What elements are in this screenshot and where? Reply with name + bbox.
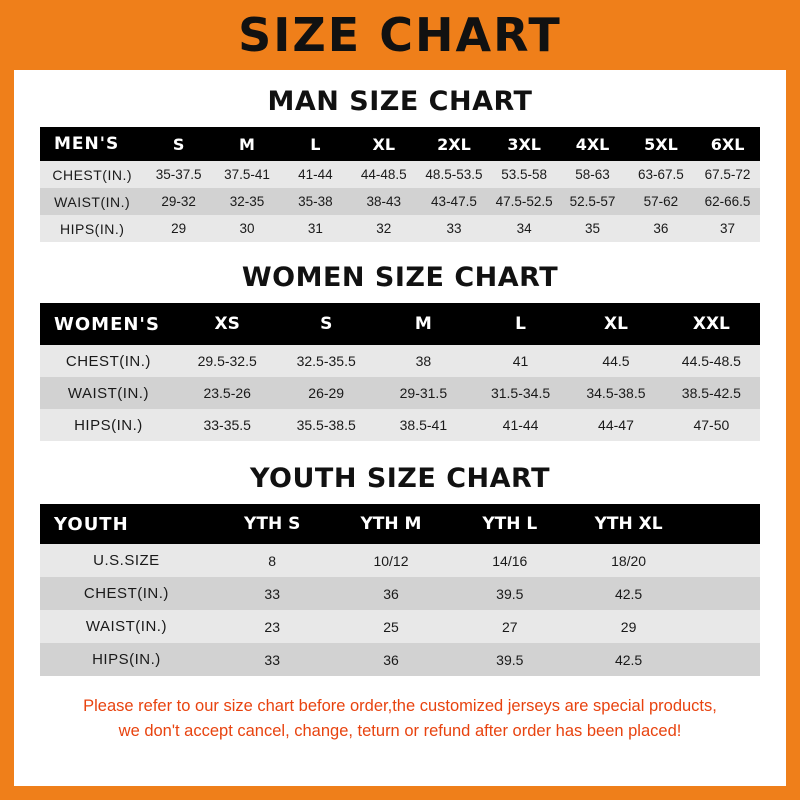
- table-cell: 32-35: [213, 188, 281, 215]
- youth-section-title: YOUTH SIZE CHART: [249, 463, 551, 494]
- table-header-row: [40, 127, 760, 161]
- table-cell: 67.5-72: [695, 161, 760, 188]
- table-row: [40, 544, 760, 577]
- column-header: M: [213, 127, 281, 161]
- table-cell: 33: [213, 643, 332, 676]
- column-header: YOUTH: [40, 504, 213, 544]
- table-cell: 30: [213, 215, 281, 242]
- table-cell: 44.5: [569, 345, 663, 377]
- table-cell: 39.5: [450, 577, 569, 610]
- table-cell: 29-32: [144, 188, 212, 215]
- table-cell: 58-63: [558, 161, 626, 188]
- column-header: WOMEN'S: [40, 303, 177, 345]
- column-header: YTH M: [332, 504, 451, 544]
- column-header: YTH L: [450, 504, 569, 544]
- table-cell: 31.5-34.5: [472, 377, 569, 409]
- column-header: XS: [177, 303, 278, 345]
- row-header: CHEST(IN.): [40, 345, 177, 377]
- table-cell: 47.5-52.5: [490, 188, 558, 215]
- column-header: 2XL: [418, 127, 490, 161]
- table-cell-spacer: [688, 643, 760, 676]
- row-header: WAIST(IN.): [40, 610, 213, 643]
- table-cell: 37: [695, 215, 760, 242]
- youth-size-table: [40, 504, 760, 676]
- table-cell: 36: [332, 577, 451, 610]
- table-cell: 23.5-26: [177, 377, 278, 409]
- table-cell: 42.5: [569, 643, 688, 676]
- man-size-table: [40, 127, 760, 242]
- table-cell: 36: [332, 643, 451, 676]
- table-cell: 33: [418, 215, 490, 242]
- table-cell: 33-35.5: [177, 409, 278, 441]
- table-cell: 41-44: [281, 161, 349, 188]
- table-cell: 34: [490, 215, 558, 242]
- table-cell: 62-66.5: [695, 188, 760, 215]
- column-header: S: [144, 127, 212, 161]
- man-section-title: MAN SIZE CHART: [267, 86, 533, 117]
- table-row: [40, 643, 760, 676]
- page-title: SIZE CHART: [238, 8, 562, 62]
- row-header: WAIST(IN.): [40, 377, 177, 409]
- table-cell: 38.5-42.5: [663, 377, 760, 409]
- table-cell: 39.5: [450, 643, 569, 676]
- table-cell: 41: [472, 345, 569, 377]
- table-row: [40, 188, 760, 215]
- column-header: 5XL: [627, 127, 695, 161]
- column-header: XL: [350, 127, 418, 161]
- table-cell: 35-37.5: [144, 161, 212, 188]
- table-cell: 29-31.5: [375, 377, 472, 409]
- table-cell: 34.5-38.5: [569, 377, 663, 409]
- table-cell: 41-44: [472, 409, 569, 441]
- table-cell: 33: [213, 577, 332, 610]
- table-cell: 8: [213, 544, 332, 577]
- row-header: WAIST(IN.): [40, 188, 144, 215]
- column-header: YTH S: [213, 504, 332, 544]
- table-cell: 32.5-35.5: [278, 345, 375, 377]
- table-cell: 18/20: [569, 544, 688, 577]
- table-cell: 38-43: [350, 188, 418, 215]
- table-row: [40, 161, 760, 188]
- table-cell: 57-62: [627, 188, 695, 215]
- table-cell: 35-38: [281, 188, 349, 215]
- table-cell: 48.5-53.5: [418, 161, 490, 188]
- table-cell-spacer: [688, 577, 760, 610]
- footer-note-line-1: Please refer to our size chart before order,the customized jerseys are special products,: [83, 697, 717, 715]
- table-cell: 38: [375, 345, 472, 377]
- row-header: CHEST(IN.): [40, 161, 144, 188]
- column-header: XL: [569, 303, 663, 345]
- table-cell: 25: [332, 610, 451, 643]
- footer-note-line-2: we don't accept cancel, change, teturn or refund after order has been placed!: [118, 721, 682, 740]
- women-section-title: WOMEN SIZE CHART: [241, 262, 559, 293]
- table-cell: 14/16: [450, 544, 569, 577]
- column-header: L: [472, 303, 569, 345]
- row-header: HIPS(IN.): [40, 215, 144, 242]
- table-cell: 23: [213, 610, 332, 643]
- table-cell: 38.5-41: [375, 409, 472, 441]
- table-row: [40, 215, 760, 242]
- column-header: 6XL: [695, 127, 760, 161]
- table-cell: 44-48.5: [350, 161, 418, 188]
- table-row: [40, 577, 760, 610]
- table-header-row: [40, 504, 760, 544]
- table-cell: 52.5-57: [558, 188, 626, 215]
- table-cell: 47-50: [663, 409, 760, 441]
- table-cell-spacer: [688, 544, 760, 577]
- table-cell: 35: [558, 215, 626, 242]
- column-header: XXL: [663, 303, 760, 345]
- table-cell: 53.5-58: [490, 161, 558, 188]
- table-cell: 63-67.5: [627, 161, 695, 188]
- table-cell: 35.5-38.5: [278, 409, 375, 441]
- table-row: [40, 345, 760, 377]
- column-header: S: [278, 303, 375, 345]
- row-header: U.S.SIZE: [40, 544, 213, 577]
- table-cell: 27: [450, 610, 569, 643]
- column-header: 3XL: [490, 127, 558, 161]
- column-header: 4XL: [558, 127, 626, 161]
- bottom-band: [0, 786, 800, 800]
- table-cell: 43-47.5: [418, 188, 490, 215]
- row-header: HIPS(IN.): [40, 643, 213, 676]
- table-row: [40, 377, 760, 409]
- column-header: M: [375, 303, 472, 345]
- table-cell: 26-29: [278, 377, 375, 409]
- table-cell: 31: [281, 215, 349, 242]
- row-header: CHEST(IN.): [40, 577, 213, 610]
- table-cell: 44-47: [569, 409, 663, 441]
- column-header: YTH XL: [569, 504, 688, 544]
- table-row: [40, 610, 760, 643]
- column-header: MEN'S: [40, 127, 144, 161]
- footer-note: [40, 694, 760, 744]
- row-header: HIPS(IN.): [40, 409, 177, 441]
- chart-content: [14, 86, 786, 744]
- table-cell-spacer: [688, 610, 760, 643]
- table-cell: 29: [144, 215, 212, 242]
- women-size-table: [40, 303, 760, 441]
- table-cell: 44.5-48.5: [663, 345, 760, 377]
- table-row: [40, 409, 760, 441]
- column-header: L: [281, 127, 349, 161]
- table-cell: 29: [569, 610, 688, 643]
- table-cell: 29.5-32.5: [177, 345, 278, 377]
- header-band: [0, 0, 800, 70]
- table-header-row: [40, 303, 760, 345]
- table-cell: 37.5-41: [213, 161, 281, 188]
- table-cell: 36: [627, 215, 695, 242]
- table-cell: 32: [350, 215, 418, 242]
- table-cell: 42.5: [569, 577, 688, 610]
- table-cell: 10/12: [332, 544, 451, 577]
- column-header-spacer: [688, 504, 760, 544]
